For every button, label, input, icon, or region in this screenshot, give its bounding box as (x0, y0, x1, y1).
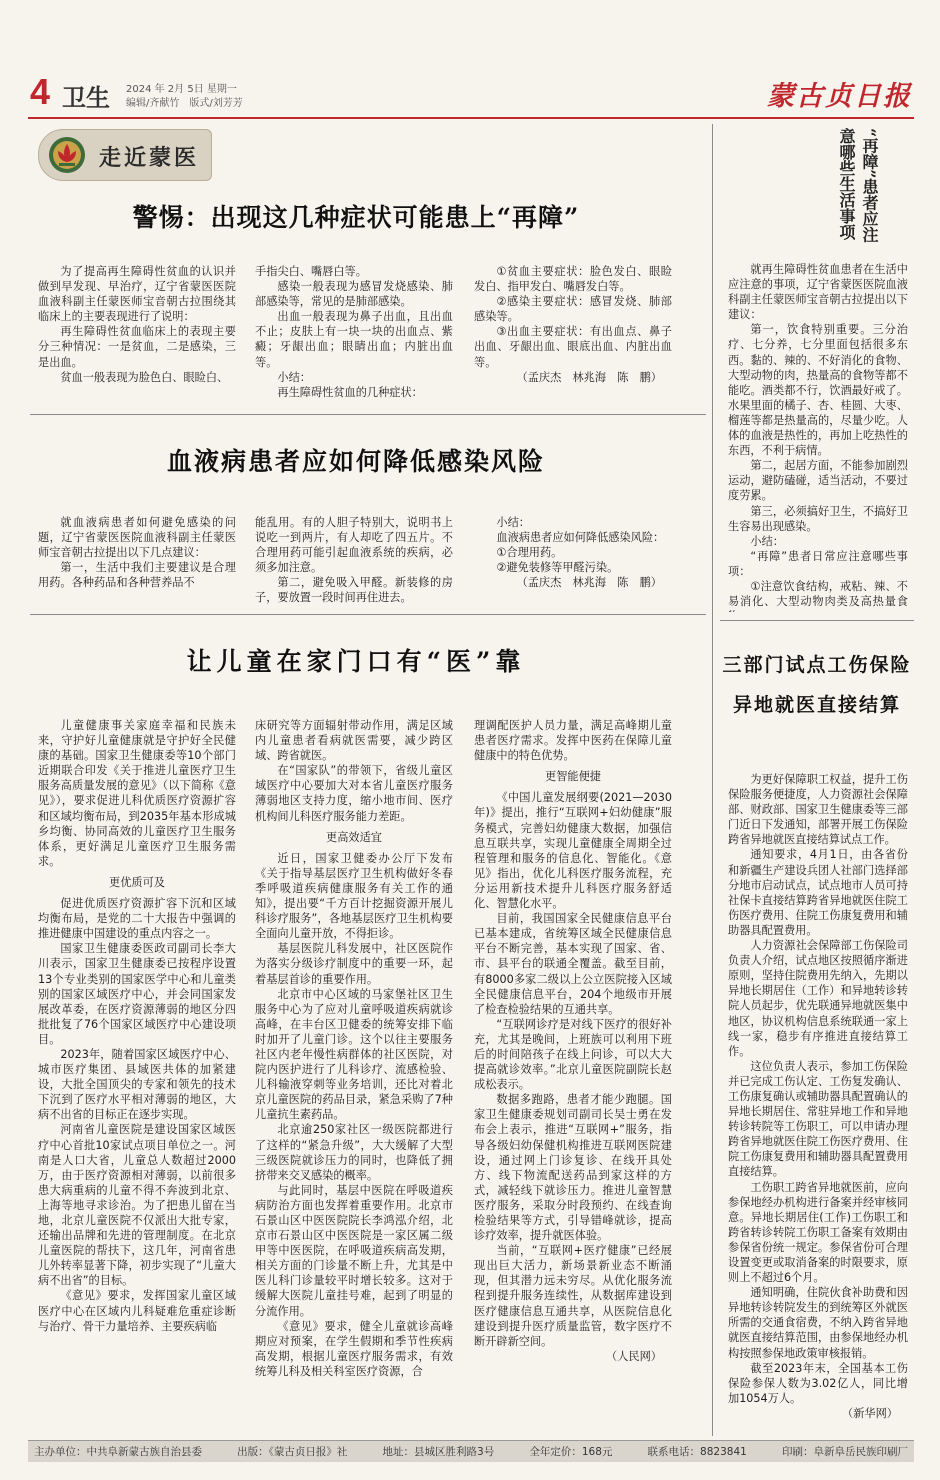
paragraph: 能乱用。有的人胆子特别大，说明书上说吃一到两片，有人却吃了四五片。不合理用药可能引起血液系统的疾病，必须多加注意。 (255, 516, 453, 575)
byline: （人民网） (606, 1349, 662, 1363)
divider (720, 620, 914, 621)
footer-publisher: 出版：《蒙古贞日报》社 (237, 1446, 348, 1458)
article-3-col3 (474, 718, 672, 1430)
footer-address: 地址：县城区胜利路3号 (382, 1446, 495, 1458)
article-2-col2 (255, 515, 453, 613)
article-3-col2 (255, 718, 453, 1430)
paragraph: 为更好保障职工权益，提升工伤保险服务便捷度，人力资源社会保障部、财政部、国家卫生健康委等三部门近日下发通知，部署开展工伤保险跨省异地就医直接结算试点工作。 (728, 773, 908, 847)
paragraph: 第一，饮食特别重要。三分治疗、七分养，七分里面包括很多东西。黏的、辣的、不好消化的食物、大型动物的肉，热量高的食物等都不能吃。酒类都不行，饮酒最好戒了。水果里面的橘子、杏、桂圆、大枣、榴莲等都是热量高的，尽量少吃。人体的血液是热性的，再加上吃热性的东西，不利于病情。 (728, 323, 908, 458)
footer-phone: 联系电话：8823841 (647, 1446, 747, 1458)
paragraph: 河南省儿童医院是建设国家区域医疗中心首批10家试点项目单位之一。河南是人口大省，儿童总人数超过2000万，由于医疗资源相对薄弱，以前很多患大病重病的儿童不得不奔波到北京、上海等地寻求诊治。为了把患儿留在当地，北京儿童医院不仅派出大批专家，还输出品牌和先进的管理制度。在北京儿童医院的帮扶下，这几年，河南省患儿外转率显著下降，初步实现了“儿童大病不出省”的目标。 (38, 1123, 236, 1288)
article-2-title: 血液病患者应如何降低感染风险 (166, 447, 545, 476)
editor-line: 编辑/齐献竹 版式/刘芳芳 (126, 98, 243, 109)
paragraph: ①贫血主要症状：脸色发白、眼睑发白、指甲发白、嘴唇发白等。 (474, 265, 672, 294)
paragraph: 感染一般表现为感冒发烧感染、肺部感染等，常见的是肺部感染。 (255, 280, 453, 309)
paragraph: 促进优质医疗资源扩容下沉和区域均衡布局，是党的二十大报告中强调的推进健康中国建设的重点内容之一。 (38, 897, 236, 941)
paragraph: 手指尖白、嘴唇白等。 (255, 265, 367, 278)
paragraph: 出血一般表现为鼻子出血，且出血不止；皮肤上有一块一块的出血点、紫癜；牙龈出血；眼睛出血；内脏出血等。 (255, 310, 453, 369)
paragraph: 数据多跑路，患者才能少跑腿。国家卫生健康委规划司副司长吴士勇在发布会上表示，推进“互联网+”服务，指导各级妇幼保健机构推进互联网医院建设，通过网上门诊复诊、在线开具处方、线下物流配送药品到家这样的方式，减轻线下就诊压力。推进儿童智慧医疗服务，采取分时段预约、在线查询检验结果等方式，引导错峰就诊，提高诊疗效率，提升就医体验。 (474, 1093, 672, 1243)
paragraph: “再障”患者日常应注意哪些事项： (728, 549, 908, 578)
footer-price: 全年定价：168元 (529, 1446, 613, 1458)
paragraph: 与此同时，基层中医院在呼吸道疾病防治方面也发挥着重要作用。北京市石景山区中医医院院长李鸿泓介绍，北京市石景山区中医医院是一家区属二级甲等中医医院，在呼吸道疾病高发期，相关方面的门诊量不断上升，尤其是中医儿科门诊量较平时增长较多。这对于缓解大医院儿童挂号难，起到了明显的分流作用。 (255, 1183, 453, 1318)
section-name: 卫生 (62, 83, 110, 112)
paragraph: 儿童健康事关家庭幸福和民族未来，守护好儿童健康就是守护好全民健康的基础。国家卫生健康委等10个部门近期联合印发《关于推进儿童医疗卫生服务高质量发展的意见》（以下简称《意见》），要求促进儿科优质医疗资源扩容和区域均衡布局，到2035年基本形成城乡均衡、协同高效的儿童医疗卫生服务体系，更好满足儿童医疗卫生服务需求。 (38, 719, 236, 868)
subheading: 更优质可及 (109, 875, 165, 889)
column-badge-label: 走近蒙医 (99, 145, 200, 171)
article-4-title: “再障”患者应注意哪些生活事项 (837, 128, 879, 243)
paragraph: 小结： (277, 370, 311, 384)
paragraph: 基层医院儿科发展中，社区医院作为落实分级诊疗制度中的重要一环，起着基层首诊的重要作用。 (255, 942, 453, 986)
article-4-body (728, 262, 908, 612)
paragraph: 当前，“互联网+医疗健康”已经展现出巨大活力，新场景新业态不断涌现，但其潜力远未穷尽。从优化服务流程到提升服务连续性，从数据库建设到医疗健康信息互通共享，从医院信息化建设到提升医疗质量监管，数字医疗不断开辟新空间。 (474, 1244, 672, 1348)
paragraph: ①合理用药。 (496, 546, 563, 560)
paragraph: 人力资源社会保障部工伤保险司负责人介绍，试点地区按照循序渐进原则，坚持住院费用先纳入，先期以异地长期居住（工作）和异地转诊转院人员起步，优先联通异地就医集中地区，协议机构信息系统联通一家上线一家，稳步有序推进直接结算工作。 (728, 939, 908, 1058)
subheading: 更智能便捷 (545, 770, 601, 784)
masthead-rule (28, 117, 914, 119)
article-5-title-line2: 异地就医直接结算 (732, 694, 901, 716)
footer-printer: 印刷：阜新阜岳民族印刷厂 (781, 1446, 908, 1458)
article-1-title: 警惕：出现这几种症状可能患上“再障” (132, 203, 580, 232)
page-number: 4 (30, 71, 51, 112)
paragraph: 这位负责人表示，参加工伤保险并已完成工伤认定、工伤复发确认、工伤康复确认或辅助器具配置确认的异地长期居住、常驻异地工作和异地转诊转院等工伤职工，可以申请办理跨省异地就医住院工伤医疗费用、住院工伤康复费用和辅助器具配置费用直接结算。 (728, 1059, 908, 1179)
paragraph: 在“国家队”的带领下，省级儿童区域医疗中心要加大对本省儿童医疗服务薄弱地区支持力度，缩小地市间、医疗机构间儿科医疗服务能力差距。 (255, 764, 453, 823)
byline: （孟庆杰 林兆海 陈 鹏） (516, 370, 662, 384)
footer-bar (28, 1440, 914, 1462)
paragraph: 北京逾250家社区一级医院都进行了这样的“紧急升级”，大大缓解了大型三级医院就诊压力的同时，也降低了拥挤带来交叉感染的概率。 (255, 1123, 453, 1182)
paragraph: 床研究等方面辐射带动作用，满足区域内儿童患者看病就医需要，减少跨区域、跨省就医。 (255, 719, 453, 763)
paragraph: 国家卫生健康委医政司副司长李大川表示，国家卫生健康委已按程序设置13个专业类别的国家医学中心和儿童类别的国家区域医疗中心，并会同国家发展改革委，在医疗资源薄弱的地区分四批批复了76个国家区域医疗中心建设项目。 (38, 942, 236, 1046)
article-3-col1 (38, 718, 236, 1430)
paragraph: 《中国儿童发展纲要(2021—2030年)》提出，推行“互联网+妇幼健康”服务模式，完善妇幼健康大数据，加强信息互联共享，实现儿童健康全周期全过程管理和服务的信息化、智能化。《意见》指出，优化儿科医疗服务流程，充分运用新技术提升儿科医疗服务舒适化、智慧化水平。 (474, 791, 672, 911)
paragraph: 近日，国家卫健委办公厅下发布《关于指导基层医疗卫生机构做好冬春季呼吸道疾病健康服务有关工作的通知》，提出要“千方百计挖掘资源开展儿科诊疗服务”，各地基层医疗卫生机构要全面向儿童开放，不得拒诊。 (255, 851, 453, 941)
paragraph: 通知明确，住院伙食补助费和因异地转诊转院发生的到统筹区外就医所需的交通食宿费，不纳入跨省异地就医直接结算范围，由参保地经办机构按照参保地政策审核报销。 (728, 1286, 908, 1360)
paragraph: 2023年，随着国家区域医疗中心、城市医疗集团、县域医共体的加紧建设，大批全国顶尖的专家和领先的技术下沉到了医疗水平相对薄弱的地区，大病不出省的目标正在逐步实现。 (38, 1047, 236, 1122)
byline: （孟庆杰 林兆海 陈 鹏） (516, 576, 662, 590)
paragraph: 就再生障碍性贫血患者在生活中应注意的事项，辽宁省蒙医医院血液科副主任蒙医师宝音朝古拉提出以下建议： (728, 263, 908, 322)
paragraph: 血液病患者应如何降低感染风险： (496, 531, 665, 545)
paragraph: ①注意饮食结构，戒粘、辣、不易消化、大型动物肉类及高热量食 (728, 579, 908, 609)
paragraph: ③出血主要症状：有出血点、鼻子出血、牙龈出血、眼底出血、内脏出血等。 (474, 325, 672, 369)
paragraph: 为了提高再生障碍性贫血的认识并做到早发现、早治疗，辽宁省蒙医医院血液科副主任蒙医师宝音朝古拉围绕其临床上的主要表现进行了说明： (38, 265, 236, 324)
date-line: 2024 年 2月 5日 星期一 (126, 84, 237, 95)
article-1-col3 (474, 264, 672, 414)
article-5-title-line1: 三部门试点工伤保险 (722, 654, 912, 676)
divider (30, 614, 706, 615)
paragraph: 《意见》要求，健全儿童就诊高峰期应对预案，在学生假期和季节性疾病高发期，根据儿童医疗服务需求，有效统筹儿科及相关科室医疗资源，合 (255, 1319, 453, 1378)
paragraph: 小结： (750, 534, 784, 548)
masthead (28, 70, 914, 116)
article-1-col1 (38, 264, 236, 414)
paragraph: 再生障碍性贫血临床上的表现主要分三种情况：一是贫血，二是感染，三是出血。 (38, 325, 236, 369)
newspaper-name: 蒙古贞日报 (767, 81, 912, 112)
footer-sponsor: 主办单位：中共阜新蒙古族自治县委 (34, 1446, 202, 1458)
paragraph: 第三，必须搞好卫生，不搞好卫生容易出现感染。 (728, 504, 908, 533)
paragraph: 就血液病患者如何避免感染的问题，辽宁省蒙医医院血液科副主任蒙医师宝音朝古拉提出以下几点建议： (38, 516, 236, 560)
paragraph: ②感染主要症状：感冒发烧、肺部感染等。 (474, 295, 672, 324)
lotus-emblem-icon (47, 135, 87, 175)
column-divider (712, 124, 713, 1436)
paragraph: 小结： (496, 516, 530, 529)
article-5-title (720, 650, 914, 742)
divider (30, 414, 706, 415)
paragraph: “互联网诊疗是对线下医疗的很好补充，尤其是晚间，上班族可以利用下班后的时间陪孩子在线上问诊，可以大大提高就诊效率。”北京儿童医院副院长赵成松表示。 (474, 1017, 672, 1092)
paragraph: 《意见》要求，发挥国家儿童区域医疗中心在区域内儿科疑难危重症诊断与治疗、骨干力量培养、主要疾病临 (38, 1289, 236, 1333)
paragraph: ②避免装修等甲醛污染。 (496, 561, 619, 575)
paragraph: 北京市中心区域的马家堡社区卫生服务中心为了应对儿童呼吸道疾病就诊高峰，在丰台区卫健委的统筹安排下临时加开了儿童门诊。这个以往主要服务社区内老年慢性病群体的社区医院，对院内医护进行了儿科诊疗、流感检验、儿科输液穿刺等业务培训，还比对着北京儿童医院的药品目录，紧急采购了7种儿童抗生素药品。 (255, 987, 453, 1122)
article-5-body (728, 772, 908, 1430)
article-2-col1 (38, 515, 236, 613)
article-3-title: 让儿童在家门口有“医”靠 (186, 647, 526, 676)
paragraph: 工伤职工跨省异地就医前，应向参保地经办机构进行备案并经审核同意。异地长期居住(工作)工伤职工和跨省转诊转院工伤职工备案有效期由参保省份统一规定。参保省份可合理设置变更或取消备案的时限要求，原则上不超过6个月。 (728, 1180, 908, 1285)
article-1-col2 (255, 264, 453, 414)
paragraph: 通知要求，4月1日，由各省份和新疆生产建设兵团人社部门选择部分地市启动试点，试点地市人员可持社保卡直接结算跨省异地就医住院工伤医疗费用、住院工伤康复费用和辅助器具配置费用。 (728, 848, 908, 937)
subheading: 更高效适宜 (326, 830, 382, 844)
paragraph: 贫血一般表现为脸色白、眼睑白、 (60, 370, 229, 384)
byline: （新华网） (842, 1406, 898, 1420)
paragraph: 第二，避免吸入甲醛。新装修的房子，要放置一段时间再住进去。 (255, 576, 453, 605)
article-2-col3 (474, 515, 672, 613)
column-badge (38, 129, 212, 181)
paragraph: 再生障碍性贫血的几种症状： (277, 385, 423, 399)
paragraph: 截至2023年末，全国基本工伤保险参保人数为3.02亿人，同比增加1054万人。 (728, 1361, 908, 1405)
paragraph: 第二，起居方面，不能参加剧烈运动，避防磕碰，适当活动，不要过度劳累。 (728, 459, 908, 503)
paragraph: 第一，生活中我们主要建议是合理用药。各种药品和各种营养品不 (38, 561, 236, 590)
paragraph: 目前，我国国家全民健康信息平台已基本建成，省统筹区域全民健康信息平台不断完善，基本实现了国家、省、市、县平台的联通全覆盖。截至目前，有8000多家二级以上公立医院接入区域全民健康信息平台，204个地级市开展了检查检验结果的互通共享。 (474, 912, 672, 1016)
paragraph: 理调配医护人员力量，满足高峰期儿童患者医疗需求。发挥中医药在保障儿童健康中的特色优势。 (474, 719, 672, 763)
